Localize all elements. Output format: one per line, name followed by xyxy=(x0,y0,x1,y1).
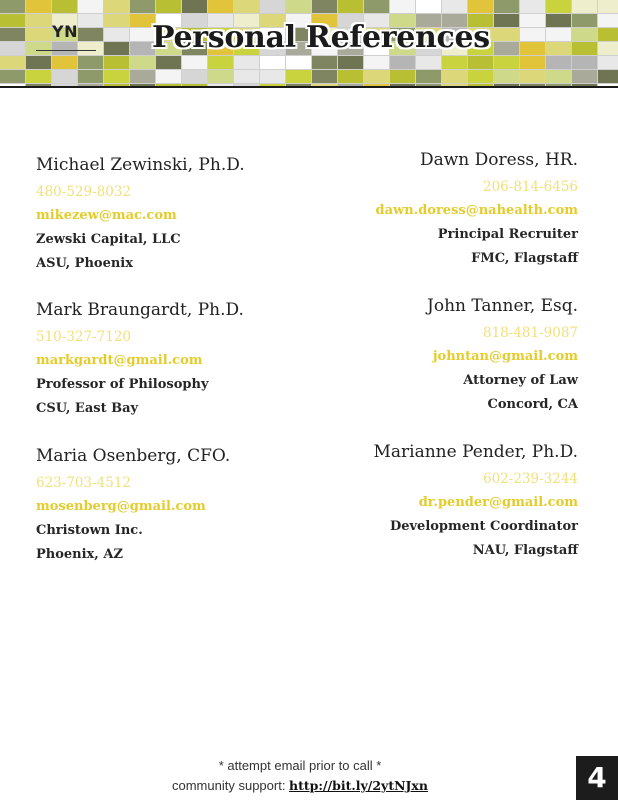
mosaic-tile xyxy=(260,70,285,83)
mosaic-tile xyxy=(442,0,467,13)
mosaic-tile xyxy=(416,56,441,69)
mosaic-tile xyxy=(26,0,51,13)
mosaic-tile xyxy=(260,0,285,13)
mosaic-tile xyxy=(364,56,389,69)
mosaic-tile xyxy=(78,42,103,55)
footer-support xyxy=(0,778,600,793)
mosaic-tile xyxy=(0,14,25,27)
reference-organization: Christown Inc. xyxy=(36,523,143,538)
mosaic-tile xyxy=(520,0,545,13)
mosaic-tile xyxy=(520,14,545,27)
mosaic-tile xyxy=(312,56,337,69)
reference-email[interactable]: mosenberg@gmail.com xyxy=(36,499,206,514)
reference-title: Development Coordinator xyxy=(389,519,578,534)
mosaic-tile xyxy=(104,0,129,13)
mosaic-tile xyxy=(390,70,415,83)
mosaic-tile xyxy=(572,0,597,13)
mosaic-tile xyxy=(494,56,519,69)
mosaic-tile xyxy=(182,0,207,13)
mosaic-tile xyxy=(260,56,285,69)
mosaic-tile xyxy=(468,70,493,83)
support-link[interactable]: http://bit.ly/2ytNJxn xyxy=(289,778,428,793)
reference-title: Attorney of Law xyxy=(463,373,578,388)
reference-phone[interactable]: 623-703-4512 xyxy=(36,475,132,491)
mosaic-tile xyxy=(546,28,571,41)
mosaic-tile xyxy=(598,0,618,13)
mosaic-tile xyxy=(468,56,493,69)
mosaic-tile xyxy=(234,70,259,83)
mosaic-tile xyxy=(338,0,363,13)
mosaic-tile xyxy=(546,70,571,83)
mosaic-tile xyxy=(312,70,337,83)
mosaic-tile xyxy=(104,28,129,41)
reference-email[interactable]: johntan@gmail.com xyxy=(432,349,578,364)
mosaic-tile xyxy=(546,56,571,69)
mosaic-tile xyxy=(546,14,571,27)
reference-phone[interactable]: 206-814-6456 xyxy=(482,179,578,195)
reference-name: Maria Osenberg, CFO. xyxy=(36,446,231,466)
mosaic-tile xyxy=(0,42,25,55)
reference-card xyxy=(328,147,578,271)
mosaic-tile xyxy=(182,56,207,69)
mosaic-tile xyxy=(234,56,259,69)
reference-name: Mark Braungardt, Ph.D. xyxy=(36,300,244,320)
mosaic-tile xyxy=(598,28,618,41)
reference-email[interactable]: markgardt@gmail.com xyxy=(36,353,203,368)
reference-email[interactable]: dawn.doress@nahealth.com xyxy=(375,203,578,218)
reference-phone[interactable]: 510-327-7120 xyxy=(36,329,132,345)
mosaic-tile xyxy=(442,56,467,69)
mosaic-tile xyxy=(0,28,25,41)
mosaic-tile xyxy=(26,14,51,27)
reference-card xyxy=(36,297,286,421)
reference-location: CSU, East Bay xyxy=(36,401,139,416)
mosaic-tile xyxy=(130,0,155,13)
mosaic-tile xyxy=(364,70,389,83)
header-divider xyxy=(0,86,618,88)
reference-location: Concord, CA xyxy=(487,397,578,412)
reference-organization: Professor of Philosophy xyxy=(36,377,209,392)
mosaic-tile xyxy=(520,28,545,41)
mosaic-tile xyxy=(494,70,519,83)
mosaic-tile xyxy=(598,42,618,55)
mosaic-tile xyxy=(0,56,25,69)
reference-name: Dawn Doress, HR. xyxy=(419,150,578,170)
reference-email[interactable]: dr.pender@gmail.com xyxy=(418,495,578,510)
mosaic-tile xyxy=(572,14,597,27)
mosaic-tile xyxy=(208,0,233,13)
mosaic-tile xyxy=(52,70,77,83)
mosaic-tile xyxy=(598,14,618,27)
mosaic-tile xyxy=(390,56,415,69)
mosaic-tile xyxy=(598,70,618,83)
mosaic-tile xyxy=(572,42,597,55)
monogram-underline xyxy=(36,50,96,51)
reference-card xyxy=(36,152,286,276)
reference-location: FMC, Flagstaff xyxy=(471,251,578,266)
reference-phone[interactable]: 818-481-9087 xyxy=(482,325,578,341)
mosaic-tile xyxy=(338,56,363,69)
reference-phone[interactable]: 480-529-8032 xyxy=(36,184,132,200)
mosaic-tile xyxy=(78,28,103,41)
reference-name: Michael Zewinski, Ph.D. xyxy=(36,155,245,175)
reference-name: John Tanner, Esq. xyxy=(427,296,578,316)
mosaic-tile xyxy=(286,56,311,69)
mosaic-tile xyxy=(286,70,311,83)
mosaic-tile xyxy=(520,56,545,69)
mosaic-tile xyxy=(78,0,103,13)
mosaic-tile xyxy=(598,56,618,69)
mosaic-tile xyxy=(0,0,25,13)
footer-note: * attempt email prior to call * xyxy=(218,758,382,773)
support-label: community support: xyxy=(172,778,290,793)
mosaic-tile xyxy=(520,70,545,83)
mosaic-tile xyxy=(156,0,181,13)
mosaic-tile xyxy=(78,14,103,27)
mosaic-tile xyxy=(52,42,77,55)
mosaic-tile xyxy=(156,56,181,69)
mosaic-tile xyxy=(416,0,441,13)
mosaic-tile xyxy=(26,56,51,69)
mosaic-tile xyxy=(442,70,467,83)
mosaic-tile xyxy=(390,0,415,13)
mosaic-tile xyxy=(26,70,51,83)
mosaic-tile xyxy=(130,70,155,83)
mosaic-tile xyxy=(26,42,51,55)
reference-location: NAU, Flagstaff xyxy=(472,543,578,558)
reference-card xyxy=(36,443,286,567)
mosaic-tile xyxy=(104,70,129,83)
mosaic-tile xyxy=(546,0,571,13)
mosaic-tile xyxy=(104,14,129,27)
mosaic-tile xyxy=(468,0,493,13)
reference-card xyxy=(328,439,578,563)
mosaic-tile xyxy=(286,0,311,13)
mosaic-tile xyxy=(130,56,155,69)
mosaic-tile xyxy=(78,70,103,83)
mosaic-tile xyxy=(572,28,597,41)
mosaic-tile xyxy=(52,56,77,69)
mosaic-tile xyxy=(494,14,519,27)
mosaic-tile xyxy=(104,56,129,69)
mosaic-tile xyxy=(416,70,441,83)
mosaic-tile xyxy=(546,42,571,55)
mosaic-tile xyxy=(494,0,519,13)
reference-location: Phoenix, AZ xyxy=(36,547,123,562)
mosaic-tile xyxy=(234,0,259,13)
reference-location: ASU, Phoenix xyxy=(36,256,133,271)
mosaic-tile xyxy=(104,42,129,55)
mosaic-tile xyxy=(572,70,597,83)
mosaic-tile xyxy=(572,56,597,69)
mosaic-tile xyxy=(520,42,545,55)
header-banner xyxy=(0,0,618,86)
reference-card xyxy=(328,293,578,417)
mosaic-tile xyxy=(156,70,181,83)
mosaic-tile xyxy=(52,0,77,13)
reference-email[interactable]: mikezew@mac.com xyxy=(36,208,177,223)
mosaic-tile xyxy=(26,28,51,41)
mosaic-tile xyxy=(338,70,363,83)
reference-organization: Zewski Capital, LLC xyxy=(36,232,181,247)
mosaic-tile xyxy=(182,70,207,83)
mosaic-tile xyxy=(0,70,25,83)
page-number-badge: 4 xyxy=(576,756,618,800)
mosaic-tile xyxy=(494,28,519,41)
mosaic-tile xyxy=(312,0,337,13)
reference-title: Principal Recruiter xyxy=(437,227,578,242)
reference-phone[interactable]: 602-239-3244 xyxy=(482,471,578,487)
reference-name: Marianne Pender, Ph.D. xyxy=(373,442,578,462)
mosaic-tile xyxy=(494,42,519,55)
mosaic-tile xyxy=(208,56,233,69)
monogram: YN xyxy=(52,22,78,41)
page-title: Personal References xyxy=(152,20,490,55)
mosaic-tile xyxy=(364,0,389,13)
mosaic-tile xyxy=(78,56,103,69)
mosaic-tile xyxy=(208,70,233,83)
